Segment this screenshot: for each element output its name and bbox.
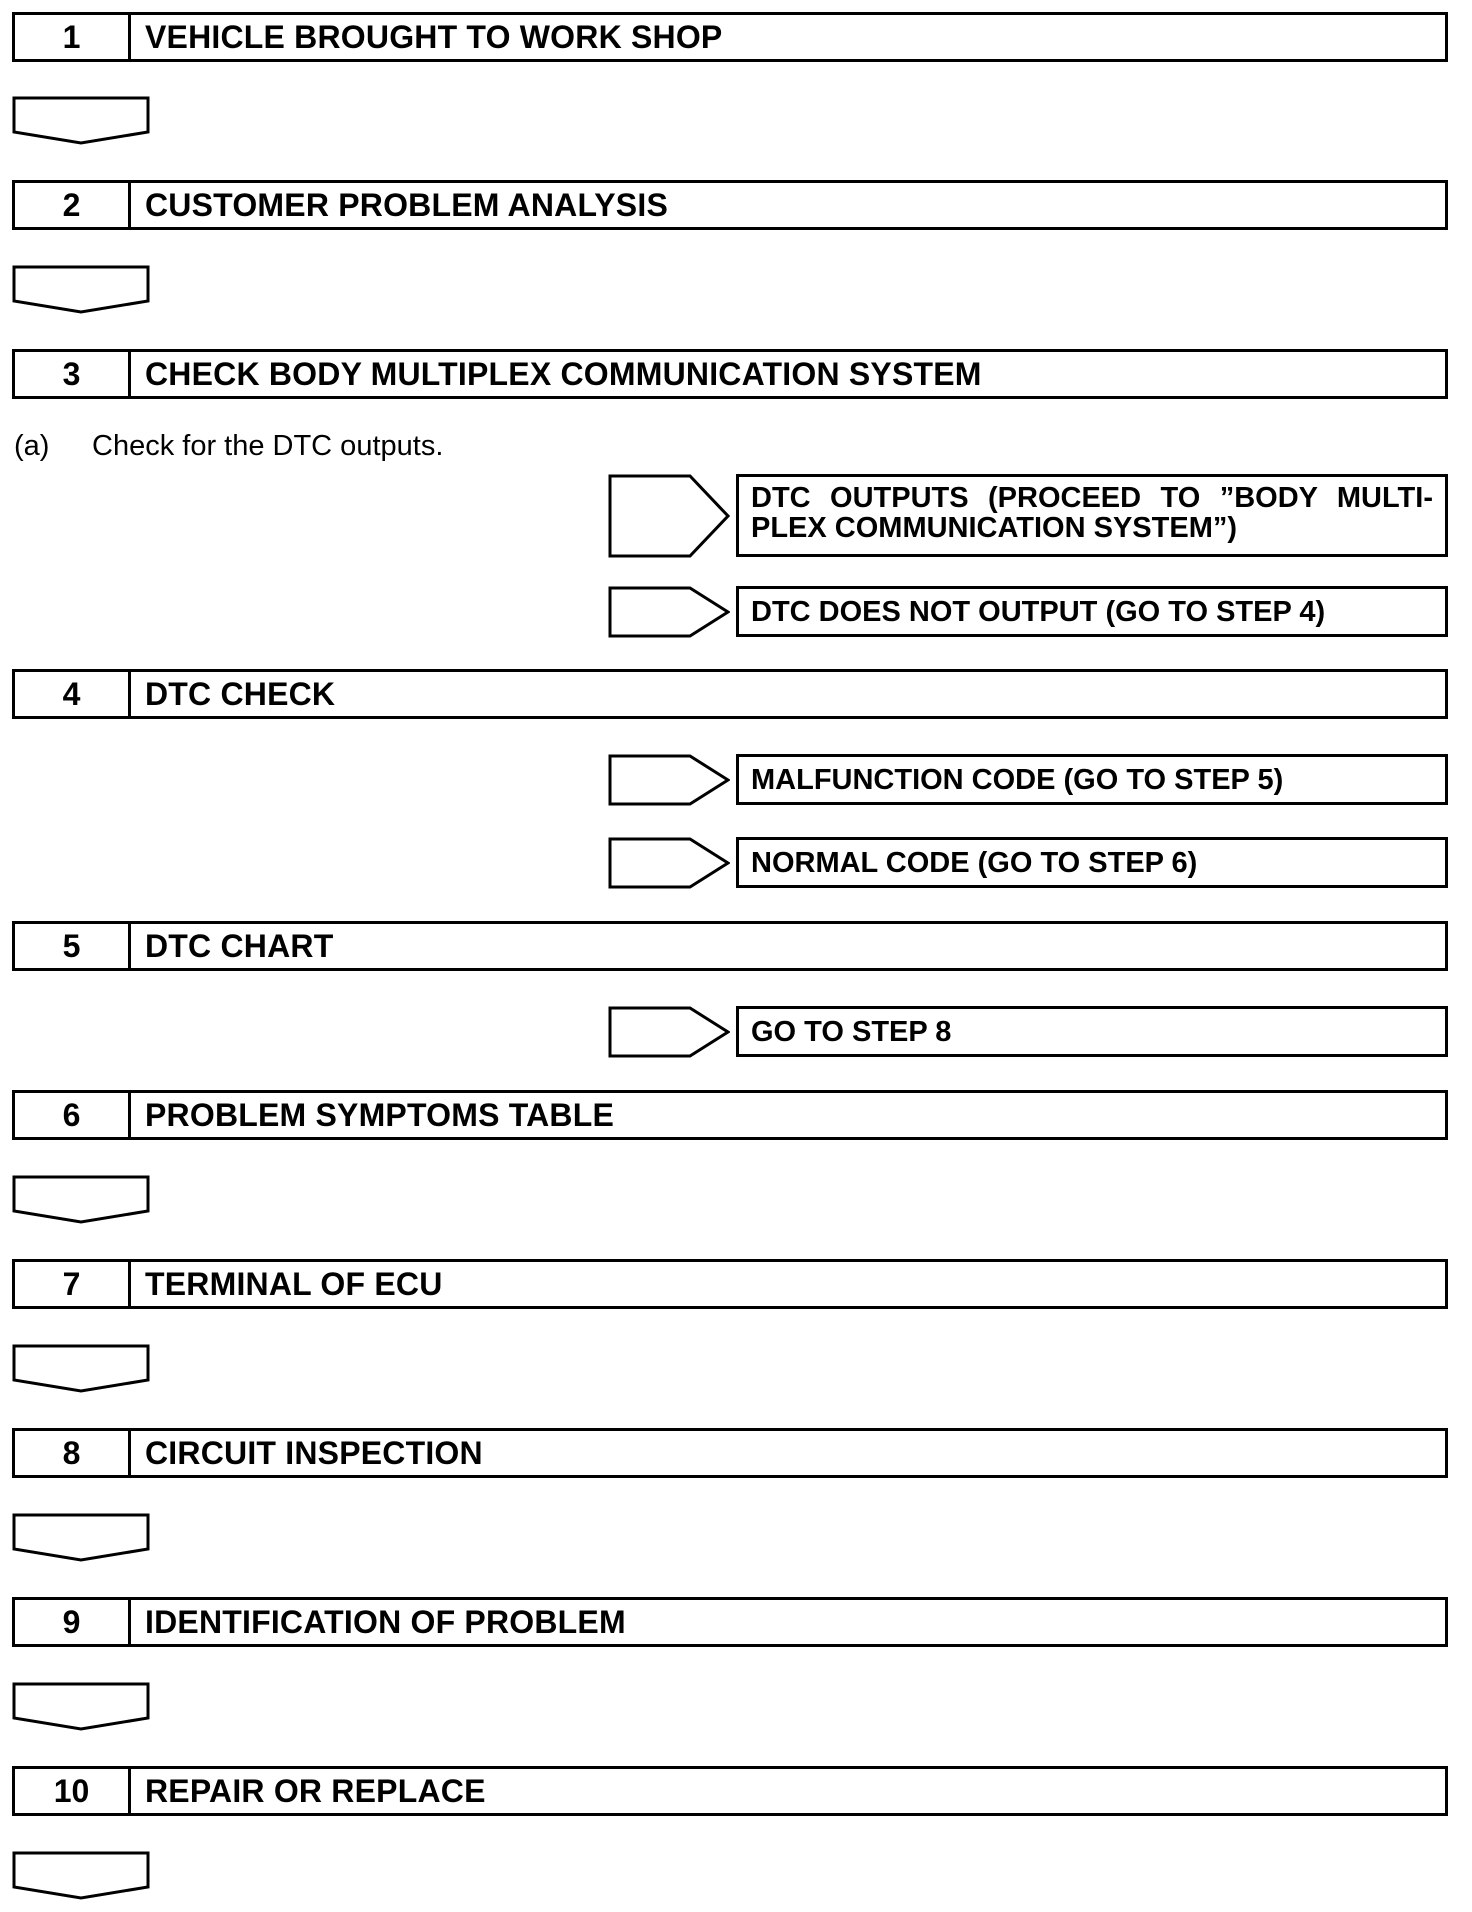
note-text: Check for the DTC outputs. xyxy=(92,430,444,462)
step-5 xyxy=(12,921,1448,971)
result-go-to-step-8 xyxy=(736,1006,1448,1057)
result-normal-code xyxy=(736,837,1448,888)
result-text: MALFUNCTION CODE (GO TO STEP 5) xyxy=(751,763,1284,796)
down-arrow-icon xyxy=(12,1513,150,1563)
step-6 xyxy=(12,1090,1448,1140)
step-title: DTC CHECK xyxy=(145,675,336,712)
step-title: CUSTOMER PROBLEM ANALYSIS xyxy=(145,186,668,223)
down-arrow-icon xyxy=(12,1175,150,1225)
step-number: 6 xyxy=(15,1093,131,1137)
result-text: NORMAL CODE (GO TO STEP 6) xyxy=(751,846,1198,879)
step-title: CHECK BODY MULTIPLEX COMMUNICATION SYSTEM xyxy=(145,355,982,392)
step-number: 10 xyxy=(15,1769,131,1813)
result-arrow-icon xyxy=(608,1006,730,1058)
step-8 xyxy=(12,1428,1448,1478)
step-4 xyxy=(12,669,1448,719)
down-arrow-icon xyxy=(12,1682,150,1732)
result-dtc-not-output xyxy=(736,586,1448,637)
step-1 xyxy=(12,12,1448,62)
step-number: 9 xyxy=(15,1600,131,1644)
step-title: DTC CHART xyxy=(145,927,334,964)
result-text: DTC OUTPUTS (PROCEED TO ”BODY MULTI- PLEX COMMUNICATION SYSTEM”) xyxy=(751,482,1433,544)
result-malfunction-code xyxy=(736,754,1448,805)
result-arrow-icon xyxy=(608,474,730,558)
result-arrow-icon xyxy=(608,754,730,806)
step-title: TERMINAL OF ECU xyxy=(145,1265,443,1302)
down-arrow-icon xyxy=(12,1344,150,1394)
step-title: REPAIR OR REPLACE xyxy=(145,1772,486,1809)
step-number: 7 xyxy=(15,1262,131,1306)
step-10 xyxy=(12,1766,1448,1816)
down-arrow-icon xyxy=(12,1851,150,1901)
note-marker: (a) xyxy=(14,430,50,462)
step-7 xyxy=(12,1259,1448,1309)
step-number: 4 xyxy=(15,672,131,716)
step-9 xyxy=(12,1597,1448,1647)
result-dtc-outputs xyxy=(736,474,1448,557)
step-number: 5 xyxy=(15,924,131,968)
step-number: 8 xyxy=(15,1431,131,1475)
result-arrow-icon xyxy=(608,586,730,638)
down-arrow-icon xyxy=(12,96,150,146)
step-title: CIRCUIT INSPECTION xyxy=(145,1434,483,1471)
result-arrow-icon xyxy=(608,837,730,889)
step-number: 1 xyxy=(15,15,131,59)
result-text: GO TO STEP 8 xyxy=(751,1015,952,1048)
step-title: PROBLEM SYMPTOMS TABLE xyxy=(145,1096,615,1133)
step-number: 3 xyxy=(15,352,131,396)
step-number: 2 xyxy=(15,183,131,227)
step-2 xyxy=(12,180,1448,230)
step-3 xyxy=(12,349,1448,399)
step-title: IDENTIFICATION OF PROBLEM xyxy=(145,1603,626,1640)
step-title: VEHICLE BROUGHT TO WORK SHOP xyxy=(145,18,723,55)
down-arrow-icon xyxy=(12,265,150,315)
result-text: DTC DOES NOT OUTPUT (GO TO STEP 4) xyxy=(751,595,1326,628)
